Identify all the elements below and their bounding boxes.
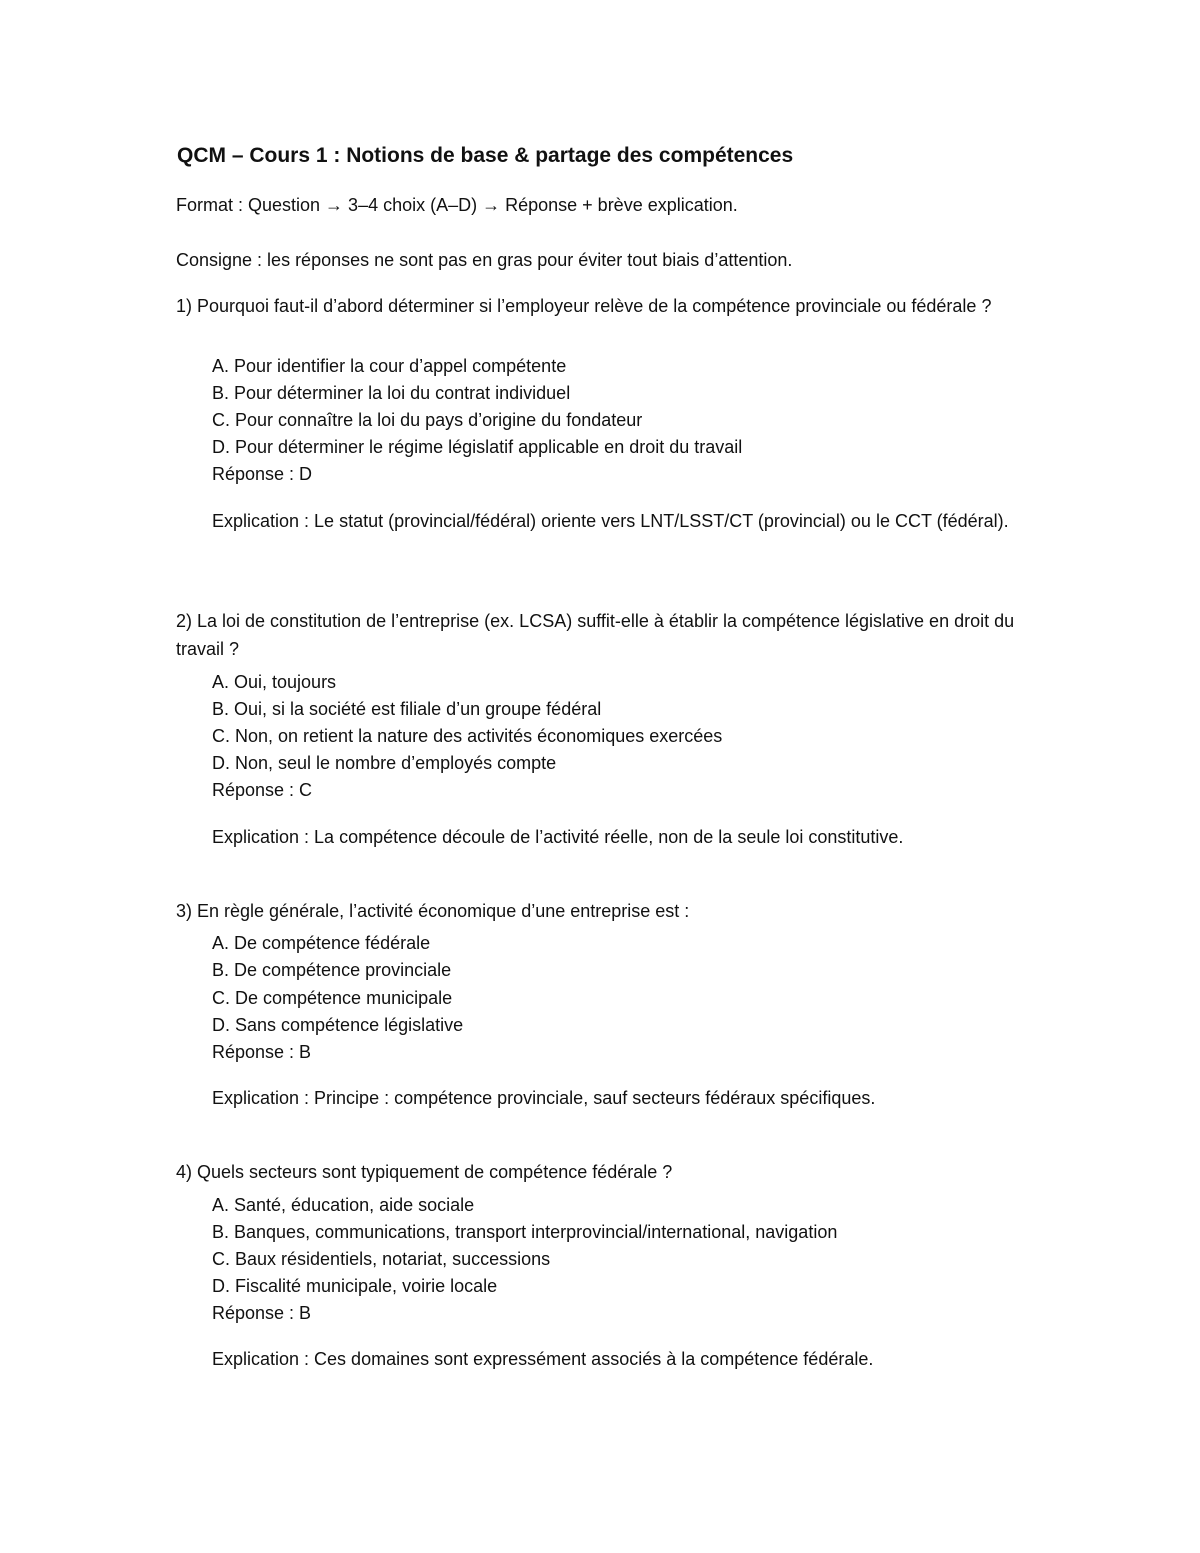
document-title: QCM – Cours 1 : Notions de base & partage des compétences <box>177 144 794 167</box>
question-1-option-c: C. Pour connaître la loi du pays d’origine du fondateur <box>212 410 643 430</box>
question-4-text: 4) Quels secteurs sont typiquement de compétence fédérale ? <box>176 1162 673 1182</box>
question-3-option-d: D. Sans compétence législative <box>212 1015 464 1035</box>
question-2-option-d: D. Non, seul le nombre d’employés compte <box>212 753 557 773</box>
question-1-option-d: D. Pour déterminer le régime législatif applicable en droit du travail <box>212 437 743 457</box>
question-4-option-b: B. Banques, communications, transport interprovincial/international, navigation <box>212 1222 838 1242</box>
question-2-explanation: Explication : La compétence découle de l’activité réelle, non de la seule loi constitutive. <box>212 827 904 847</box>
question-3-answer: Réponse : B <box>212 1042 312 1062</box>
question-3-explanation: Explication : Principe : compétence provinciale, sauf secteurs fédéraux spécifiques. <box>212 1088 876 1108</box>
instruction-line: Consigne : les réponses ne sont pas en gras pour éviter tout biais d’attention. <box>176 250 793 270</box>
question-4-option-a: A. Santé, éducation, aide sociale <box>212 1195 475 1215</box>
question-4-answer: Réponse : B <box>212 1303 312 1323</box>
question-4-explanation: Explication : Ces domaines sont expressément associés à la compétence fédérale. <box>212 1349 874 1369</box>
question-3-option-a: A. De compétence fédérale <box>212 933 431 953</box>
question-1-explanation: Explication : Le statut (provincial/fédéral) oriente vers LNT/LSST/CT (provincial) ou le CCT (fédéral). <box>212 511 1009 531</box>
question-2-option-a: A. Oui, toujours <box>212 672 337 692</box>
question-1-option-a: A. Pour identifier la cour d’appel compétente <box>212 356 567 376</box>
question-4-option-c: C. Baux résidentiels, notariat, successions <box>212 1249 551 1269</box>
question-3-text: 3) En règle générale, l’activité économique d’une entreprise est : <box>176 901 690 921</box>
question-3-option-c: C. De compétence municipale <box>212 988 453 1008</box>
format-line: Format : Question → 3–4 choix (A–D) → Réponse + brève explication. <box>176 195 738 215</box>
question-1-option-b: B. Pour déterminer la loi du contrat individuel <box>212 383 571 403</box>
question-2-option-b: B. Oui, si la société est filiale d’un groupe fédéral <box>212 699 602 719</box>
question-2-answer: Réponse : C <box>212 780 313 800</box>
question-1-text: 1) Pourquoi faut-il d’abord déterminer si l’employeur relève de la compétence provinciale ou fédérale ? <box>176 296 992 316</box>
question-1-answer: Réponse : D <box>212 464 313 484</box>
question-2-text: 2) La loi de constitution de l’entreprise (ex. LCSA) suffit-elle à établir la compétence législative en droit du travail ? <box>176 611 1015 659</box>
question-4-option-d: D. Fiscalité municipale, voirie locale <box>212 1276 498 1296</box>
question-3-option-b: B. De compétence provinciale <box>212 960 452 980</box>
question-2-option-c: C. Non, on retient la nature des activités économiques exercées <box>212 726 723 746</box>
